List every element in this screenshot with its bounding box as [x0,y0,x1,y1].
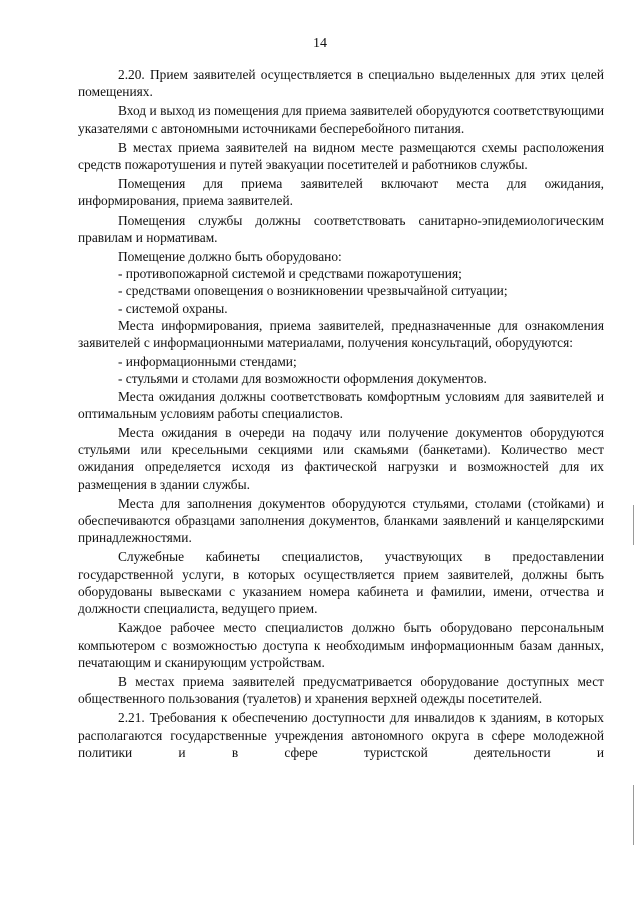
paragraph-waiting-comfort: Места ожидания должны соответствовать комфортным условиям для заявителей и оптимальным условиям работы специалистов. [78,388,604,421]
paragraph-2-20: 2.20. Прием заявителей осуществляется в специально выделенных для этих целей помещениях. [78,67,604,100]
paragraph-entrance-exit: Вход и выход из помещения для приема заявителей оборудуются соответствующими указателями с автономными источниками бесперебойного питания. [78,103,604,136]
paragraph-equipment-intro: Помещение должно быть оборудовано: [118,249,342,265]
list-item-fire-system: - противопожарной системой и средствами пожаротушения; [118,266,462,282]
list-item-chairs-tables: - стульями и столами для возможности оформления документов. [118,371,487,387]
scan-edge-mark [633,505,634,545]
paragraph-workstation: Каждое рабочее место специалистов должно быть оборудовано персональным компьютером с возможностью доступа к необходимым информационным базам данных, печатающим и сканирующим устройствам. [78,620,604,670]
scan-edge-mark [633,785,634,845]
paragraph-2-21: 2.21. Требования к обеспечению доступности для инвалидов к зданиям, в которых располагаются государственные учреждения автономного округа в сфере молодежной политики и в сфере туристской деятельности и [78,710,604,760]
document-body [78,66,604,763]
list-item-emergency-alert: - средствами оповещения о возникновении чрезвычайной ситуации; [118,283,508,299]
list-item-security-system: - системой охраны. [118,300,228,316]
paragraph-public-facilities: В местах приема заявителей предусматривается оборудование доступных мест общественного пользования (туалетов) и хранения верхней одежды посетителей. [78,673,604,707]
paragraph-sanitary-rules: Помещения службы должны соответствовать санитарно-эпидемиологическим правилам и нормативам. [78,212,604,245]
page-number: 14 [313,36,327,51]
paragraph-evacuation-schemes: В местах приема заявителей на видном месте размещаются схемы расположения средств пожаротушения и путей эвакуации посетителей и работников службы. [78,139,604,173]
paragraph-information-places: Места информирования, приема заявителей, предназначенные для ознакомления заявителей с информационными материалами, получения консультаций, оборудуются: [78,317,604,351]
paragraph-filling-places: Места для заполнения документов оборудуются стульями, столами (стойками) и обеспечиваются образцами заполнения документов, бланками заявлений и канцелярскими принадлежностями. [78,495,604,546]
list-item-info-stands: - информационными стендами; [118,354,297,370]
paragraph-premises-include: Помещения для приема заявителей включают места для ожидания, информирования, приема заявителей. [78,176,604,209]
paragraph-waiting-queue: Места ожидания в очереди на подачу или получение документов оборудуются стульями или кресельными секциями или скамьями (банкетами). Количество мест ожидания определяется исходя из фактической нагрузки и возможностей для их размещения в здании службы. [78,425,604,492]
paragraph-service-offices: Служебные кабинеты специалистов, участвующих в предоставлении государственной услуги, в которых осуществляется прием заявителей, должны быть оборудованы вывесками с указанием номера кабинета и фамилии, имени, отчества и должности специалиста, ведущего прием. [78,549,604,617]
